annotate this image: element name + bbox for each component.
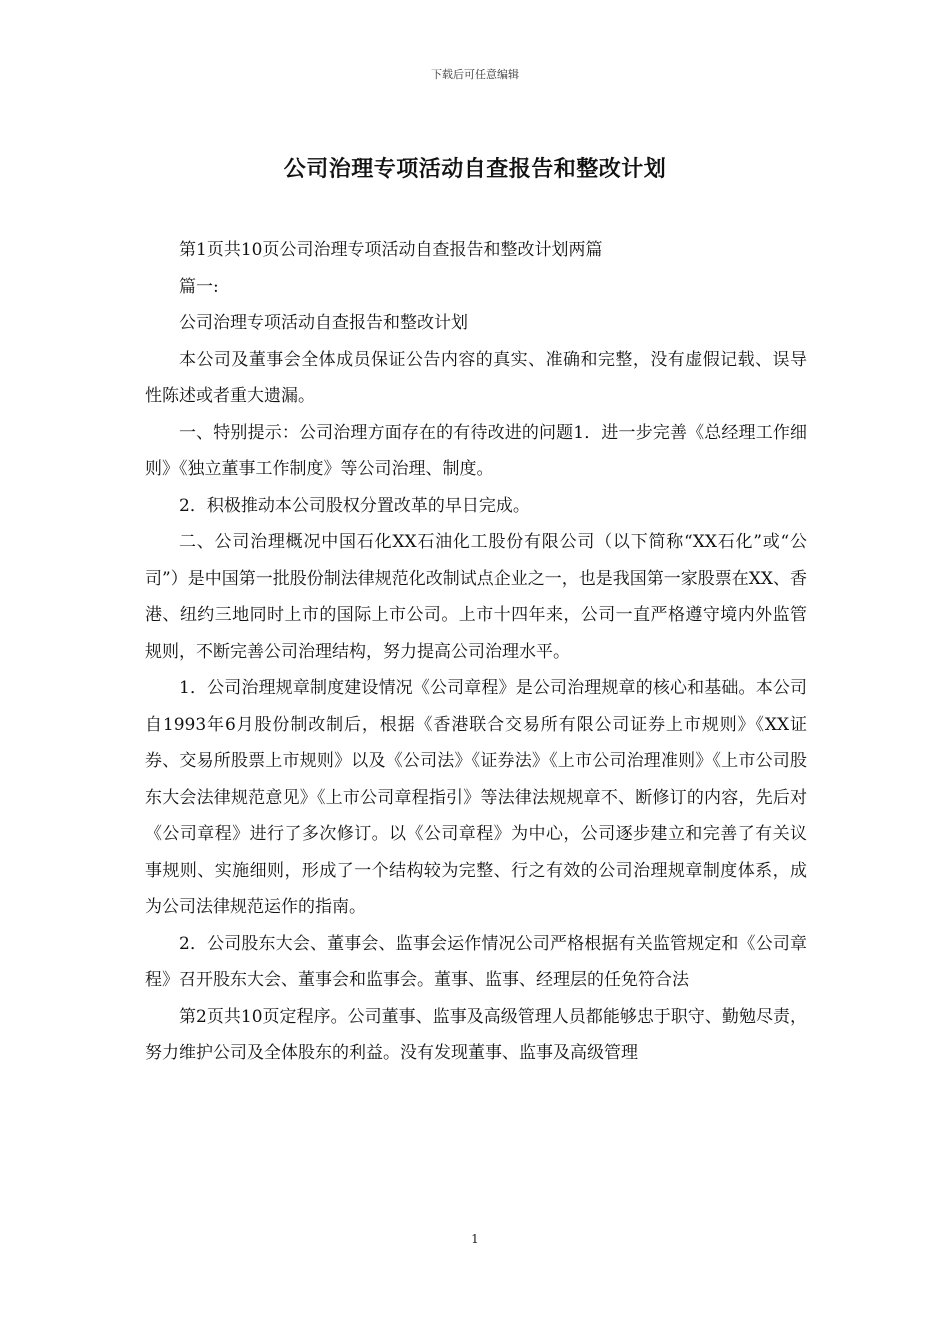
paragraph: 第2页共10页定程序。公司董事、监事及高级管理人员都能够忠于职守、勤勉尽责，努力维护公司及全体股东的利益。没有发现董事、监事及高级管理 bbox=[145, 1006, 807, 1063]
paragraph: 公司治理专项活动自查报告和整改计划 bbox=[179, 313, 468, 333]
paragraph: 本公司及董事会全体成员保证公告内容的真实、准确和完整，没有虚假记载、误导性陈述或者重大遗漏。 bbox=[145, 349, 807, 406]
paragraph: 1．公司治理规章制度建设情况《公司章程》是公司治理规章的核心和基础。本公司自1993年6月股份制改制后，根据《香港联合交易所有限公司证券上市规则》《XX证券、交易所股票上市规则》以及《公司法》《证券法》《上市公司治理准则》《上市公司股东大会法律规范意见》《上市公司章程指引》等法律法规规章不、断修订的内容，先后对《公司章程》进行了多次修订。以《公司章程》为中心，公司逐步建立和完善了有关议事规则、实施细则，形成了一个结构较为完整、行之有效的公司治理规章制度体系，成为公司法律规范运作的指南。 bbox=[145, 678, 807, 917]
paragraph: 一、特别提示：公司治理方面存在的有待改进的问题1．进一步完善《总经理工作细则》《独立董事工作制度》等公司治理、制度。 bbox=[145, 422, 807, 479]
document-body bbox=[145, 232, 807, 1072]
paragraph: 篇一: bbox=[179, 276, 219, 297]
page-header-note: 下载后可任意编辑 bbox=[431, 68, 519, 81]
paragraph: 2．公司股东大会、董事会、监事会运作情况公司严格根据有关监管规定和《公司章程》召开股东大会、董事会和监事会。董事、监事、经理层的任免符合法 bbox=[145, 933, 807, 990]
page-number: 1 bbox=[471, 1232, 479, 1246]
document-title: 公司治理专项活动自查报告和整改计划 bbox=[283, 156, 667, 182]
paragraph: 二、公司治理概况中国石化XX石油化工股份有限公司（以下简称“XX石化”或“公司”）是中国第一批股份制法律规范化改制试点企业之一，也是我国第一家股票在XX、香港、纽约三地同时上市的国际上市公司。上市十四年来，公司一直严格遵守境内外监管规则，不断完善公司治理结构，努力提高公司治理水平。 bbox=[145, 532, 807, 662]
paragraph: 第1页共10页公司治理专项活动自查报告和整改计划两篇 bbox=[179, 240, 603, 260]
paragraph: 2．积极推动本公司股权分置改革的早日完成。 bbox=[179, 495, 530, 516]
